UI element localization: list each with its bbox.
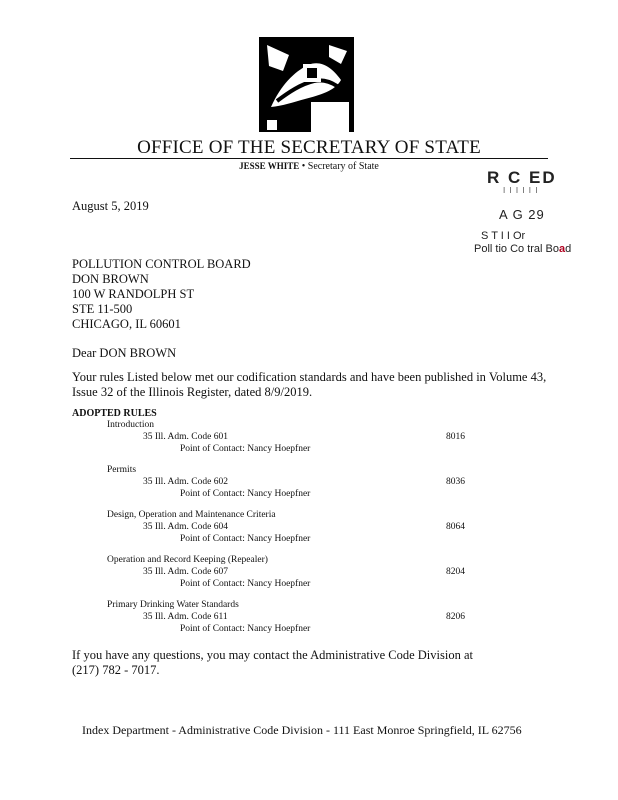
rule-code: 35 Ill. Adm. Code 611 [143,612,228,622]
rule-page: 8064 [446,522,465,532]
rule-name: Permits [107,465,137,475]
rule-entry [0,555,618,595]
received-stamp-heading: R C ED [487,168,557,187]
rule-page: 8016 [446,432,465,442]
rule-contact: Point of Contact: Nancy Hoepfner [180,534,311,544]
received-stamp-board-red: a [558,243,566,255]
letter-date: August 5, 2019 [72,199,149,213]
rule-code: 35 Ill. Adm. Code 604 [143,522,228,532]
received-stamp-board-end: d [565,243,572,255]
received-stamp-state: S T I I Or [481,230,526,242]
address-line: CHICAGO, IL 60601 [72,317,181,331]
rule-contact: Point of Contact: Nancy Hoepfner [180,579,311,589]
rule-name: Primary Drinking Water Standards [107,600,239,610]
rule-entry [0,420,618,460]
received-stamp-board [474,243,571,255]
rule-name: Introduction [107,420,154,430]
received-stamp-board-left: Poll tio Co tral Bo [474,243,559,255]
address-line: 100 W RANDOLPH ST [72,287,195,301]
rule-name: Design, Operation and Maintenance Criteria [107,510,276,520]
adopted-rules-heading: ADOPTED RULES [72,408,157,419]
rule-entry [0,465,618,505]
rule-contact: Point of Contact: Nancy Hoepfner [180,489,311,499]
rule-entry [0,510,618,550]
letter-body: Your rules Listed below met our codification standards and have been published in Volume 43, Issue 32 of the Illinois Register, dated 8/9/2019. [72,370,547,399]
received-stamp-date: A G 29 [499,207,545,222]
address-line: STE 11-500 [72,302,133,316]
office-title: OFFICE OF THE SECRETARY OF STATE [137,137,481,158]
footer-address: Index Department - Administrative Code Division - 111 East Monroe Springfield, IL 62756 [82,723,522,737]
rule-page: 8204 [446,567,465,577]
secretary-name: JESSE WHITE [239,161,300,171]
rule-code: 35 Ill. Adm. Code 607 [143,567,228,577]
recipient-address [72,257,251,332]
greeting: Dear DON BROWN [72,346,177,360]
rule-code: 35 Ill. Adm. Code 601 [143,432,228,442]
rule-page: 8206 [446,612,465,622]
rule-page: 8036 [446,477,465,487]
state-seal-logo [259,37,354,132]
address-line: DON BROWN [72,272,149,286]
closing-paragraph: If you have any questions, you may contact the Administrative Code Division at (217) 782 - 7017. [72,648,473,677]
secretary-title: • Secretary of State [301,161,379,172]
rule-code: 35 Ill. Adm. Code 602 [143,477,228,487]
rule-entry [0,600,618,640]
received-stamp-small-text: I I I I I I [503,186,539,195]
rule-name: Operation and Record Keeping (Repealer) [107,555,268,565]
rule-contact: Point of Contact: Nancy Hoepfner [180,444,311,454]
title-underline [70,158,548,159]
rule-contact: Point of Contact: Nancy Hoepfner [180,624,311,634]
address-line: POLLUTION CONTROL BOARD [72,257,251,271]
